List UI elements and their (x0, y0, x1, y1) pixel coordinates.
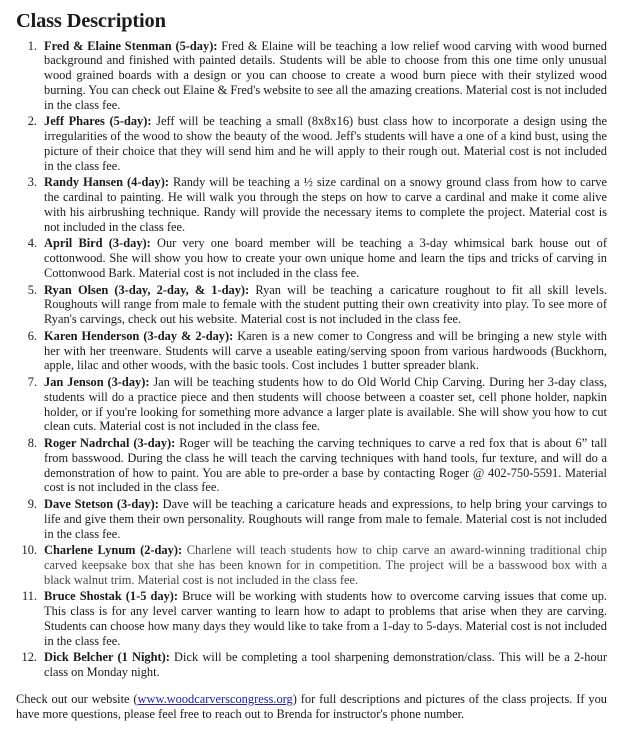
list-item (14, 283, 607, 328)
class-description-text: Bruce will be working with students how to overcome carving issues that come up. This class is for any level carver wanting to learn how to adapt to problems that arise when they are carving. Students can choose how many days they would like to take from a 1-day to 5-days. Material cost is not included in the class fee. (44, 589, 607, 648)
instructor-name: Jan Jenson (3-day): (44, 374, 150, 389)
instructor-name: Ryan Olsen (3-day, 2-day, & 1-day): (44, 282, 250, 297)
class-description-text: Dick will be completing a tool sharpening demonstration/class. This will be a 2-hour class on Monday night. (44, 650, 607, 679)
instructor-name: Jeff Phares (5-day): (44, 114, 152, 129)
list-item-number: 4. (27, 236, 37, 251)
list-item-number: 6. (27, 328, 37, 343)
class-description-text: Karen is a new comer to Congress and will be bringing a new style with her with her treenware. Students will carve a useable eating/serving spoon from various hardwoods (Buckhorn, apple, lilac and other woods, with the basic tools. Cost includes 1 butter spreader blank. (44, 328, 608, 373)
class-description-text: Roger will be teaching the carving techniques to carve a red fox that is about 6” tall from basswood. During the class he will teach the carving techniques with hand tools, fur texture, and will do a demonstration of how to paint. You are able to pre-order a base by contacting Roger @ 402-750-5591. Material cost is not included in the class fee. (44, 435, 607, 495)
list-item (14, 543, 607, 588)
list-item-number: 1. (27, 38, 37, 53)
class-description-text: Ryan will be teaching a caricature roughout to fit all skill levels. Roughouts will range from male to female with the student putting their own creativity into play. To see more of Ryan's carvings, check out his website. Material cost is not included in the class fee. (44, 282, 607, 327)
list-item-number: 12. (21, 650, 37, 665)
instructor-name: Karen Henderson (3-day & 2-day): (44, 328, 234, 343)
instructor-name: Dick Belcher (1 Night): (44, 650, 170, 665)
list-item (14, 114, 607, 174)
instructor-name: Dave Stetson (3-day): (44, 496, 159, 511)
class-description-text: Charlene will teach students how to chip carve an award-winning traditional chip carved keepsake box that she has been known for in competition. The project will be a basswood box with a black walnut trim. Material cost is not included in the class fee. (44, 542, 607, 587)
footer-text-before-link: Check out our website ( (16, 691, 138, 706)
list-item-number: 3. (27, 175, 37, 190)
list-item-number: 10. (21, 542, 37, 557)
list-item-number: 11. (21, 589, 37, 604)
list-item-number: 5. (27, 282, 37, 297)
class-description-text: Jeff will be teaching a small (8x8x16) bust class how to incorporate a design using the irregularities of the wood to show the beauty of the wood. Jeff's students will have a one of a kind bust, using the picture of their choice that they will send him and he will apply to their rough out. Material cost is not included in the class fee. (44, 114, 607, 174)
instructor-name: Fred & Elaine Stenman (5-day): (44, 38, 218, 53)
list-item (14, 497, 607, 542)
class-description-text: Our very one board member will be teaching a 3-day whimsical bark house out of cottonwood. She will show you how to create your own unique home and learn the tips and tricks of carving in Cottonwood Bark. Material cost is not included in the class fee. (44, 236, 607, 281)
list-item (14, 589, 607, 649)
class-description-text: Jan will be teaching students how to do Old World Chip Carving. During her 3-day class, students will do a practice piece and then students will choose between a coaster set, cell phone holder, napkin holder, or if you're looking for something more advance a larger plate is available. She will show you how to cut clean cuts. Material cost is not included in the class fee. (44, 374, 607, 434)
instructor-name: Randy Hansen (4-day): (44, 175, 169, 190)
list-item (14, 236, 607, 281)
instructor-name: Bruce Shostak (1-5 day): (44, 589, 179, 604)
website-link[interactable]: www.woodcarverscongress.org (137, 691, 293, 706)
class-description-text: Randy will be teaching a ½ size cardinal on a snowy ground class from how to carve the cardinal to painting. He will walk you through the steps on how to carve a cardinal and make it come alive with his airbrushing technique. Randy will provide the necessary items to complete the project. Material cost is not included in the class fee. (44, 175, 607, 235)
list-item-number: 2. (27, 114, 37, 129)
list-item (14, 650, 607, 680)
list-item (14, 175, 607, 235)
footer-text-after-link: ) for full descriptions and pictures of the class projects. If you have more questions, please feel free to reach out to Brenda for instructor's phone number. (16, 691, 607, 722)
instructor-name: April Bird (3-day): (44, 236, 151, 251)
list-item-number: 8. (27, 435, 37, 450)
page-title: Class Description (16, 10, 166, 32)
footer-note (14, 692, 607, 723)
instructor-name: Roger Nadrchal (3-day): (44, 435, 176, 450)
list-item-number: 7. (27, 374, 37, 389)
class-description-list (14, 39, 607, 680)
class-description-text: Dave will be teaching a caricature heads and expressions, to help bring your carvings to life and give them their own personality. Roughouts will range from male to female. Material cost is not included in the class fee. (44, 496, 607, 541)
list-item (14, 436, 607, 496)
class-description-text: Fred & Elaine will be teaching a low relief wood carving with wood burned background and finished with painted details. Students will be able to choose from this one time only unusual wood grained boards with a design or you can choose to create a wood burn piece with their stylized wood burning. You can check out Elaine & Fred's website to see all the amazing creations. Material cost is not included in the class fee. (44, 38, 608, 113)
instructor-name: Charlene Lynum (2-day): (44, 542, 183, 557)
list-item (14, 329, 607, 374)
list-item (14, 39, 607, 113)
list-item (14, 375, 607, 435)
list-item-number: 9. (27, 496, 37, 511)
